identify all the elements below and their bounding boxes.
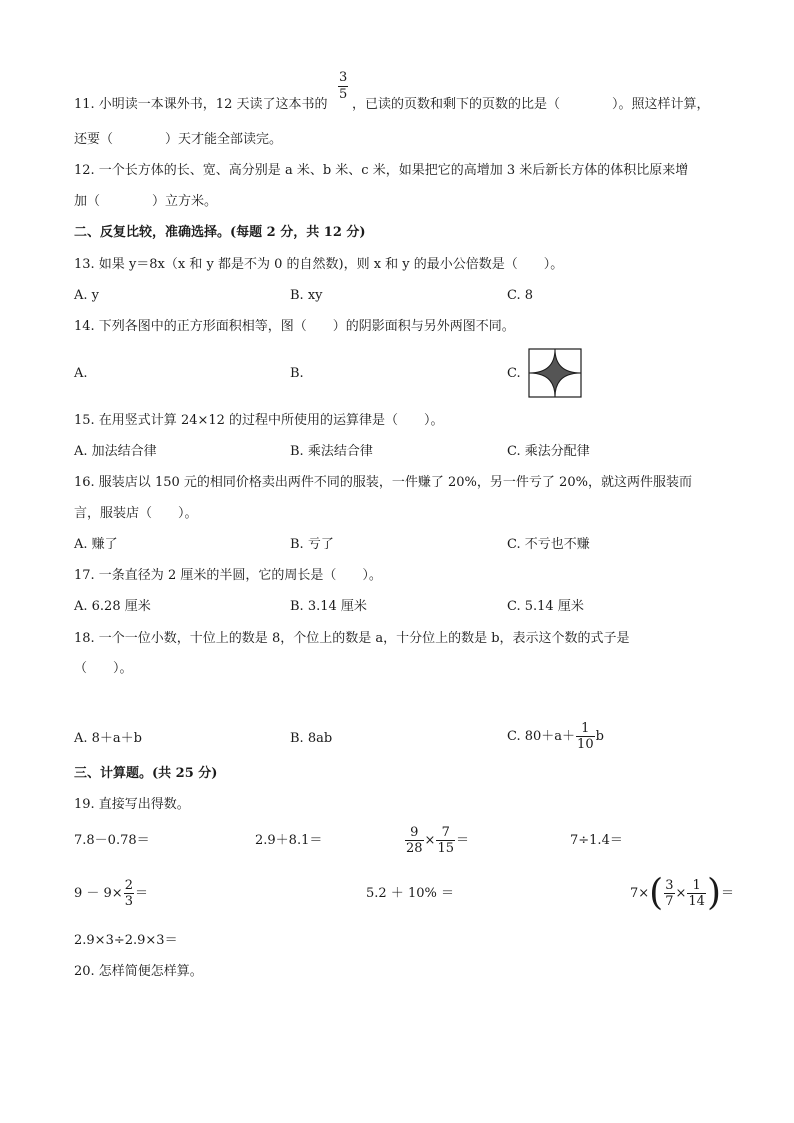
q18-option-b[interactable]: B. 8ab <box>290 731 333 746</box>
section2-title: 二、反复比较，准确选择。(每题 2 分，共 12 分) <box>74 225 366 240</box>
q19-expr3-operator: × <box>424 833 436 848</box>
q19-expr3-numerator2: 7 <box>441 825 450 840</box>
q18-option-c-suffix: b <box>595 729 604 744</box>
q11-line1-b: ，已读的页数和剩下的页数的比是（ ）。照这样计算， <box>352 97 710 112</box>
q18-line2: （ ）。 <box>74 661 133 676</box>
q19-expr1: 7.8－0.78＝ <box>74 833 150 848</box>
q18-option-a[interactable]: A. 8＋a＋b <box>74 731 142 746</box>
q15-option-b[interactable]: B. 乘法结合律 <box>290 444 373 459</box>
q12-line1: 12. 一个长方体的长、宽、高分别是 a 米、b 米、c 米，如果把它的高增加 3 米后新长方体的体积比原来增 <box>74 163 689 178</box>
q17-option-a[interactable]: A. 6.28 厘米 <box>74 599 151 614</box>
q14-option-c-figure <box>528 348 582 398</box>
q19-expr6: 5.2 ＋ 10% ＝ <box>366 886 454 901</box>
q14-option-b[interactable]: B. <box>290 366 304 381</box>
section3-title: 三、计算题。(共 25 分) <box>74 766 218 781</box>
q19-expr7-fraction2 <box>687 878 706 909</box>
q19-expr7-numerator1: 3 <box>665 878 674 893</box>
q17-option-b[interactable]: B. 3.14 厘米 <box>290 599 367 614</box>
q17-option-c[interactable]: C. 5.14 厘米 <box>507 599 584 614</box>
q19-expr3-fraction1 <box>405 825 424 856</box>
q19-expr5-equals: ＝ <box>134 886 148 901</box>
q14-option-c[interactable]: C. <box>507 366 521 381</box>
q15-option-c[interactable]: C. 乘法分配律 <box>507 444 590 459</box>
q13-option-b[interactable]: B. xy <box>290 288 323 303</box>
q18-option-c-denominator: 10 <box>577 737 594 752</box>
q16-option-a[interactable]: A. 赚了 <box>74 537 118 552</box>
q19-expr7-denominator1: 7 <box>665 894 674 909</box>
q11-fraction <box>338 70 348 103</box>
q13-option-a[interactable]: A. y <box>74 288 99 303</box>
q18-option-c[interactable] <box>507 717 604 757</box>
q19-expr7-right-paren: ) <box>706 872 721 914</box>
q11-line2: 还要（ ）天才能全部读完。 <box>74 132 283 147</box>
q19-stem: 19. 直接写出得数。 <box>74 797 190 812</box>
q18-option-c-numerator: 1 <box>581 721 590 736</box>
q14-option-a[interactable]: A. <box>74 366 88 381</box>
q19-expr5-numerator: 2 <box>124 878 133 893</box>
q19-expr7-operator: × <box>675 886 687 901</box>
q19-expr5-prefix: 9 － 9× <box>74 886 123 901</box>
q19-expr7 <box>630 874 734 914</box>
q19-expr4: 7÷1.4＝ <box>570 833 623 848</box>
q19-expr5-denominator: 3 <box>124 894 133 909</box>
q16-option-c[interactable]: C. 不亏也不赚 <box>507 537 590 552</box>
q20-stem: 20. 怎样简便怎样算。 <box>74 964 203 979</box>
q19-expr3-denominator2: 15 <box>437 841 454 856</box>
q18-option-c-fraction <box>576 721 595 752</box>
q12-line2: 加（ ）立方米。 <box>74 194 218 209</box>
q19-expr5 <box>74 874 148 914</box>
q19-expr5-fraction <box>124 878 134 909</box>
q19-expr3-fraction2 <box>436 825 455 856</box>
q16-line1: 16. 服装店以 150 元的相同价格卖出两件不同的服装，一件赚了 20%，另一件亏了 20%，就这两件服装而 <box>74 475 692 490</box>
q15-option-a[interactable]: A. 加法结合律 <box>74 444 157 459</box>
q19-expr7-left-paren: ( <box>649 872 664 914</box>
q15-stem: 15. 在用竖式计算 24×12 的过程中所使用的运算律是（ ）。 <box>74 413 444 428</box>
q11-fraction-denominator: 5 <box>339 87 348 102</box>
q19-expr3-numerator1: 9 <box>410 825 419 840</box>
q19-expr7-equals: ＝ <box>721 886 735 901</box>
q19-expr3-equals: ＝ <box>456 833 470 848</box>
q19-expr3 <box>404 821 469 861</box>
q11-line1-a: 11. 小明读一本课外书，12 天读了这本书的 <box>74 97 328 112</box>
q19-expr2: 2.9＋8.1＝ <box>255 833 323 848</box>
q13-option-c[interactable]: C. 8 <box>507 288 534 303</box>
q17-stem: 17. 一条直径为 2 厘米的半圆，它的周长是（ ）。 <box>74 568 382 583</box>
q19-expr7-fraction1 <box>664 878 674 909</box>
q19-expr3-denominator1: 28 <box>406 841 423 856</box>
q19-expr7-denominator2: 14 <box>688 894 705 909</box>
q13-stem: 13. 如果 y＝8x（x 和 y 都是不为 0 的自然数)，则 x 和 y 的最小公倍数是（ ）。 <box>74 257 564 272</box>
q14-stem: 14. 下列各图中的正方形面积相等，图（ ）的阴影面积与另外两图不同。 <box>74 319 515 334</box>
q16-option-b[interactable]: B. 亏了 <box>290 537 334 552</box>
q19-expr7-prefix: 7× <box>630 886 650 901</box>
q19-expr8: 2.9×3÷2.9×3＝ <box>74 933 178 948</box>
q18-line1: 18. 一个一位小数，十位上的数是 8，个位上的数是 a，十分位上的数是 b，表示这个数的式子是 <box>74 631 630 646</box>
q19-expr7-numerator2: 1 <box>692 878 701 893</box>
q16-line2: 言，服装店（ ）。 <box>74 506 198 521</box>
q11-fraction-numerator: 3 <box>339 70 348 85</box>
q18-option-c-prefix: C. 80＋a＋ <box>507 729 576 744</box>
